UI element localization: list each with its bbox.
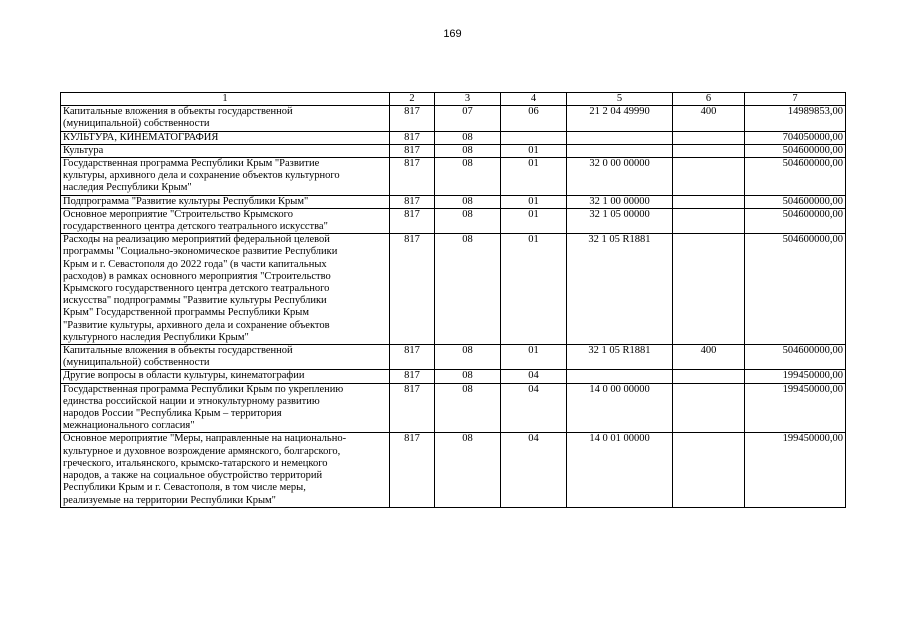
- row-name-line: Капитальные вложения в объекты государственной: [63, 106, 293, 118]
- amount-cell: 504600000,00: [745, 144, 846, 157]
- table-row: [61, 208, 846, 233]
- column-header-1: 1: [61, 93, 390, 106]
- row-name-line: КУЛЬТУРА, КИНЕМАТОГРАФИЯ: [63, 131, 219, 143]
- column-header-6: 6: [673, 93, 745, 106]
- ministry-code-cell: 817: [390, 383, 435, 433]
- row-name-line: Другие вопросы в области культуры, кинематографии: [63, 370, 305, 382]
- column-header-2: 2: [390, 93, 435, 106]
- table-row: [61, 131, 846, 144]
- row-name-line: Культура: [63, 144, 104, 156]
- ministry-code-cell: 817: [390, 144, 435, 157]
- amount-cell: 504600000,00: [745, 234, 846, 345]
- row-name-line: Республики Крым и г. Севастополя, в том числе меры,: [63, 482, 306, 494]
- expense-type-cell: [673, 383, 745, 433]
- ministry-code-cell: 817: [390, 370, 435, 383]
- row-name-line: (муниципальной) собственности: [63, 357, 210, 369]
- section-code-cell: 08: [435, 383, 501, 433]
- row-name-line: культурное и духовное возрождение армянского, болгарского,: [63, 445, 341, 457]
- row-name-line: программы "Социально-экономическое развитие Республики: [63, 246, 338, 258]
- row-name-line: культурного наследия Республики Крым": [63, 331, 249, 343]
- row-name-line: Капитальные вложения в объекты государственной: [63, 345, 293, 357]
- table-body: [61, 93, 846, 508]
- row-name-line: Расходы на реализацию мероприятий федеральной целевой: [63, 234, 330, 246]
- section-code-cell: 08: [435, 195, 501, 208]
- budget-table: [60, 92, 846, 508]
- row-name-line: Государственная программа Республики Крым "Развитие: [63, 158, 320, 170]
- table-row: [61, 370, 846, 383]
- amount-cell: 504600000,00: [745, 345, 846, 370]
- expense-type-cell: [673, 370, 745, 383]
- row-name-cell: [61, 383, 390, 433]
- amount-cell: 704050000,00: [745, 131, 846, 144]
- section-code-cell: 08: [435, 158, 501, 196]
- row-name-line: реализуемые на территории Республики Крым": [63, 494, 276, 506]
- subsection-code-cell: 01: [501, 158, 567, 196]
- target-article-cell: 32 1 05 00000: [567, 208, 673, 233]
- row-name-cell: [61, 208, 390, 233]
- target-article-cell: [567, 144, 673, 157]
- table-row: [61, 195, 846, 208]
- row-name-line: греческого, итальянского, крымско-татарского и немецкого: [63, 457, 328, 469]
- amount-cell: 199450000,00: [745, 383, 846, 433]
- table-row: [61, 383, 846, 433]
- subsection-code-cell: 01: [501, 144, 567, 157]
- amount-cell: 504600000,00: [745, 195, 846, 208]
- row-name-cell: [61, 158, 390, 196]
- amount-cell: 14989853,00: [745, 106, 846, 131]
- ministry-code-cell: 817: [390, 195, 435, 208]
- ministry-code-cell: 817: [390, 208, 435, 233]
- column-header-3: 3: [435, 93, 501, 106]
- table-row: [61, 234, 846, 345]
- row-name-line: "Развитие культуры, архивного дела и сохранение объектов: [63, 319, 330, 331]
- table-row: [61, 433, 846, 507]
- amount-cell: 199450000,00: [745, 433, 846, 507]
- row-name-line: народов, а также на социальное обустройство территорий: [63, 470, 323, 482]
- ministry-code-cell: 817: [390, 131, 435, 144]
- subsection-code-cell: 01: [501, 345, 567, 370]
- row-name-line: Крым" Государственной программы Республики Крым: [63, 307, 309, 319]
- amount-cell: 504600000,00: [745, 208, 846, 233]
- expense-type-cell: [673, 433, 745, 507]
- section-code-cell: 08: [435, 370, 501, 383]
- row-name-line: Подпрограмма "Развитие культуры Республики Крым": [63, 195, 309, 207]
- page-number: 169: [443, 28, 462, 40]
- expense-type-cell: [673, 208, 745, 233]
- target-article-cell: 21 2 04 49990: [567, 106, 673, 131]
- row-name-line: культуры, архивного дела и сохранение объектов культурного: [63, 170, 340, 182]
- target-article-cell: 32 1 05 R1881: [567, 234, 673, 345]
- table-row: [61, 345, 846, 370]
- row-name-cell: [61, 234, 390, 345]
- row-name-cell: [61, 370, 390, 383]
- expense-type-cell: 400: [673, 345, 745, 370]
- subsection-code-cell: 01: [501, 195, 567, 208]
- target-article-cell: [567, 131, 673, 144]
- section-code-cell: 08: [435, 234, 501, 345]
- row-name-line: наследия Республики Крым": [63, 182, 192, 194]
- row-name-line: (муниципальной) собственности: [63, 118, 210, 130]
- ministry-code-cell: 817: [390, 106, 435, 131]
- row-name-line: Крымского государственного центра детского театрального: [63, 283, 330, 295]
- target-article-cell: 32 0 00 00000: [567, 158, 673, 196]
- expense-type-cell: [673, 131, 745, 144]
- table-row: [61, 106, 846, 131]
- amount-cell: 504600000,00: [745, 158, 846, 196]
- target-article-cell: [567, 370, 673, 383]
- section-code-cell: 08: [435, 345, 501, 370]
- row-name-line: искусства" подпрограммы "Развитие культуры Республики: [63, 295, 327, 307]
- expense-type-cell: 400: [673, 106, 745, 131]
- subsection-code-cell: 01: [501, 208, 567, 233]
- row-name-cell: [61, 195, 390, 208]
- row-name-cell: [61, 131, 390, 144]
- ministry-code-cell: 817: [390, 234, 435, 345]
- row-name-cell: [61, 144, 390, 157]
- column-header-7: 7: [745, 93, 846, 106]
- amount-cell: 199450000,00: [745, 370, 846, 383]
- ministry-code-cell: 817: [390, 345, 435, 370]
- table-row: [61, 158, 846, 196]
- target-article-cell: 32 1 05 R1881: [567, 345, 673, 370]
- section-code-cell: 08: [435, 144, 501, 157]
- subsection-code-cell: 01: [501, 234, 567, 345]
- subsection-code-cell: 06: [501, 106, 567, 131]
- row-name-cell: [61, 106, 390, 131]
- row-name-line: Основное мероприятие "Строительство Крымского: [63, 208, 293, 220]
- ministry-code-cell: 817: [390, 433, 435, 507]
- expense-type-cell: [673, 195, 745, 208]
- subsection-code-cell: 04: [501, 383, 567, 433]
- subsection-code-cell: 04: [501, 433, 567, 507]
- target-article-cell: 14 0 01 00000: [567, 433, 673, 507]
- column-header-4: 4: [501, 93, 567, 106]
- row-name-cell: [61, 433, 390, 507]
- expense-type-cell: [673, 234, 745, 345]
- subsection-code-cell: 04: [501, 370, 567, 383]
- section-code-cell: 07: [435, 106, 501, 131]
- expense-type-cell: [673, 144, 745, 157]
- row-name-line: единства российской нации и этнокультурному развитию: [63, 395, 320, 407]
- row-name-line: межнационального согласия": [63, 420, 195, 432]
- target-article-cell: 14 0 00 00000: [567, 383, 673, 433]
- section-code-cell: 08: [435, 131, 501, 144]
- column-header-5: 5: [567, 93, 673, 106]
- subsection-code-cell: [501, 131, 567, 144]
- row-name-cell: [61, 345, 390, 370]
- section-code-cell: 08: [435, 433, 501, 507]
- table-header-row: [61, 93, 846, 106]
- row-name-line: народов России "Республика Крым – территория: [63, 408, 282, 420]
- row-name-line: государственного центра детского театрального искусства": [63, 221, 328, 233]
- row-name-line: Крым и г. Севастополя до 2022 года" (в части капитальных: [63, 258, 327, 270]
- row-name-line: Основное мероприятие "Меры, направленные на национально-: [63, 433, 347, 445]
- target-article-cell: 32 1 00 00000: [567, 195, 673, 208]
- ministry-code-cell: 817: [390, 158, 435, 196]
- expense-type-cell: [673, 158, 745, 196]
- row-name-line: расходов) в рамках основного мероприятия "Строительство: [63, 270, 331, 282]
- section-code-cell: 08: [435, 208, 501, 233]
- row-name-line: Государственная программа Республики Крым по укреплению: [63, 383, 344, 395]
- table-row: [61, 144, 846, 157]
